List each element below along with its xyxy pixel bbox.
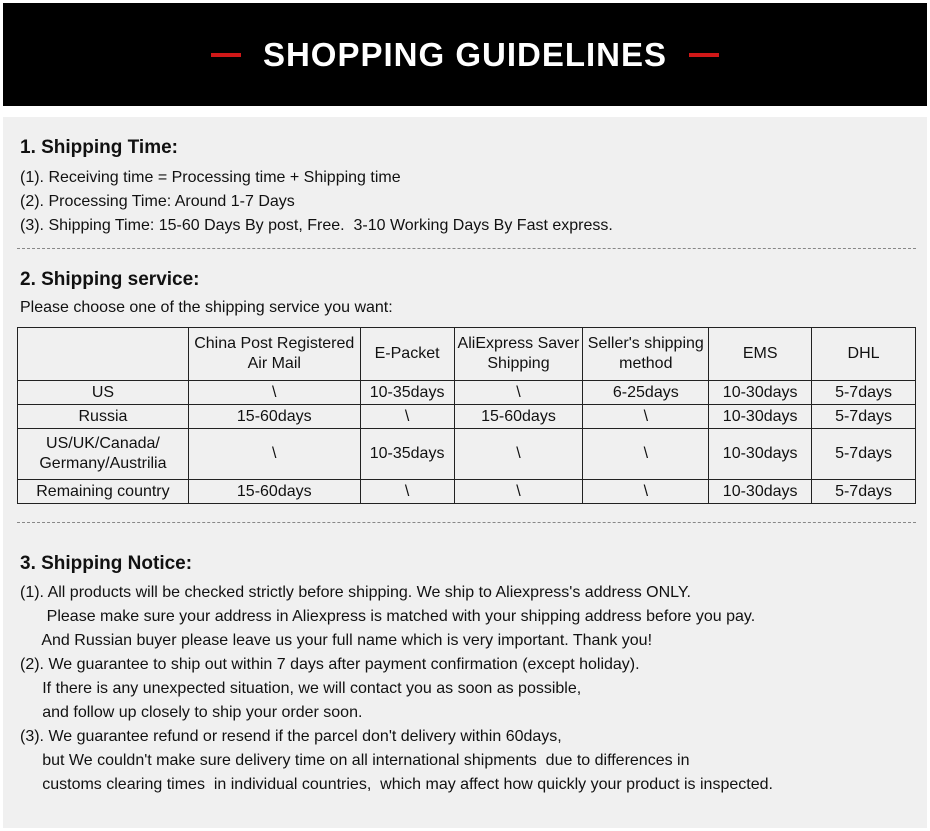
- table-row: [18, 405, 916, 429]
- table-header-row: [18, 328, 916, 381]
- table-header-cell: EMS: [709, 328, 812, 381]
- table-cell: \: [454, 480, 583, 504]
- table-cell: 5-7days: [812, 405, 916, 429]
- shipping-notice-line: (1). All products will be checked strictly before shipping. We ship to Aliexpress's address ONLY.: [20, 584, 691, 601]
- table-cell: \: [583, 429, 709, 480]
- table-cell: 10-30days: [709, 405, 812, 429]
- table-cell: \: [360, 480, 454, 504]
- table-cell: \: [360, 405, 454, 429]
- table-header-cell: [18, 328, 189, 381]
- page-title: SHOPPING GUIDELINES: [262, 35, 668, 73]
- table-cell: 15-60days: [188, 480, 360, 504]
- table-header-cell: China Post Registered Air Mail: [188, 328, 360, 381]
- header-banner: [3, 3, 927, 106]
- table-cell: 10-35days: [360, 381, 454, 405]
- shipping-notice-title: 3. Shipping Notice:: [20, 553, 193, 574]
- table-header-cell: E-Packet: [360, 328, 454, 381]
- shipping-notice-line: and follow up closely to ship your order soon.: [20, 704, 363, 721]
- shipping-time-line-3: (3). Shipping Time: 15-60 Days By post, Free. 3-10 Working Days By Fast express.: [20, 217, 613, 234]
- table-header-cell: DHL: [812, 328, 916, 381]
- table-cell: \: [583, 480, 709, 504]
- shipping-notice-line: Please make sure your address in Aliexpress is matched with your shipping address before you pay.: [20, 608, 756, 625]
- table-cell: \: [188, 381, 360, 405]
- table-cell: \: [454, 381, 583, 405]
- table-row: [18, 429, 916, 480]
- table-cell: Russia: [18, 405, 189, 429]
- table-cell: 5-7days: [812, 429, 916, 480]
- section-divider: [17, 522, 916, 523]
- table-row: [18, 381, 916, 405]
- shipping-service-table: [17, 327, 916, 504]
- table-cell: \: [188, 429, 360, 480]
- table-cell: US/UK/Canada/ Germany/Austrilia: [18, 429, 189, 480]
- shipping-service-subtitle: Please choose one of the shipping service you want:: [20, 299, 393, 316]
- table-cell: 10-30days: [709, 381, 812, 405]
- table-cell: 15-60days: [188, 405, 360, 429]
- table-cell: Remaining country: [18, 480, 189, 504]
- shipping-notice-line: but We couldn't make sure delivery time on all international shipments due to differences in: [20, 752, 690, 769]
- table-cell: 10-30days: [709, 480, 812, 504]
- shipping-time-line-2: (2). Processing Time: Around 1-7 Days: [20, 193, 295, 210]
- section-divider: [17, 248, 916, 249]
- table-header-cell: AliExpress Saver Shipping: [454, 328, 583, 381]
- shipping-notice-line: (2). We guarantee to ship out within 7 days after payment confirmation (except holiday).: [20, 656, 640, 673]
- table-cell: 6-25days: [583, 381, 709, 405]
- shipping-time-title: 1. Shipping Time:: [20, 137, 178, 158]
- shipping-service-title: 2. Shipping service:: [20, 269, 200, 290]
- shipping-notice-line: If there is any unexpected situation, we will contact you as soon as possible,: [20, 680, 582, 697]
- shipping-time-line-1: (1). Receiving time = Processing time + Shipping time: [20, 169, 401, 186]
- left-accent-dash: [211, 53, 241, 57]
- table-cell: 5-7days: [812, 381, 916, 405]
- shipping-notice-line: customs clearing times in individual countries, which may affect how quickly your product is inspected.: [20, 776, 773, 793]
- right-accent-dash: [689, 53, 719, 57]
- table-row: [18, 480, 916, 504]
- table-cell: 10-35days: [360, 429, 454, 480]
- table-header-cell: Seller's shipping method: [583, 328, 709, 381]
- table-cell: \: [454, 429, 583, 480]
- table-cell: US: [18, 381, 189, 405]
- table-cell: \: [583, 405, 709, 429]
- shipping-notice-line: (3). We guarantee refund or resend if the parcel don't delivery within 60days,: [20, 728, 562, 745]
- guidelines-panel: [3, 117, 927, 828]
- table-cell: 15-60days: [454, 405, 583, 429]
- table-cell: 10-30days: [709, 429, 812, 480]
- shipping-notice-line: And Russian buyer please leave us your full name which is very important. Thank you!: [20, 632, 653, 649]
- table-cell: 5-7days: [812, 480, 916, 504]
